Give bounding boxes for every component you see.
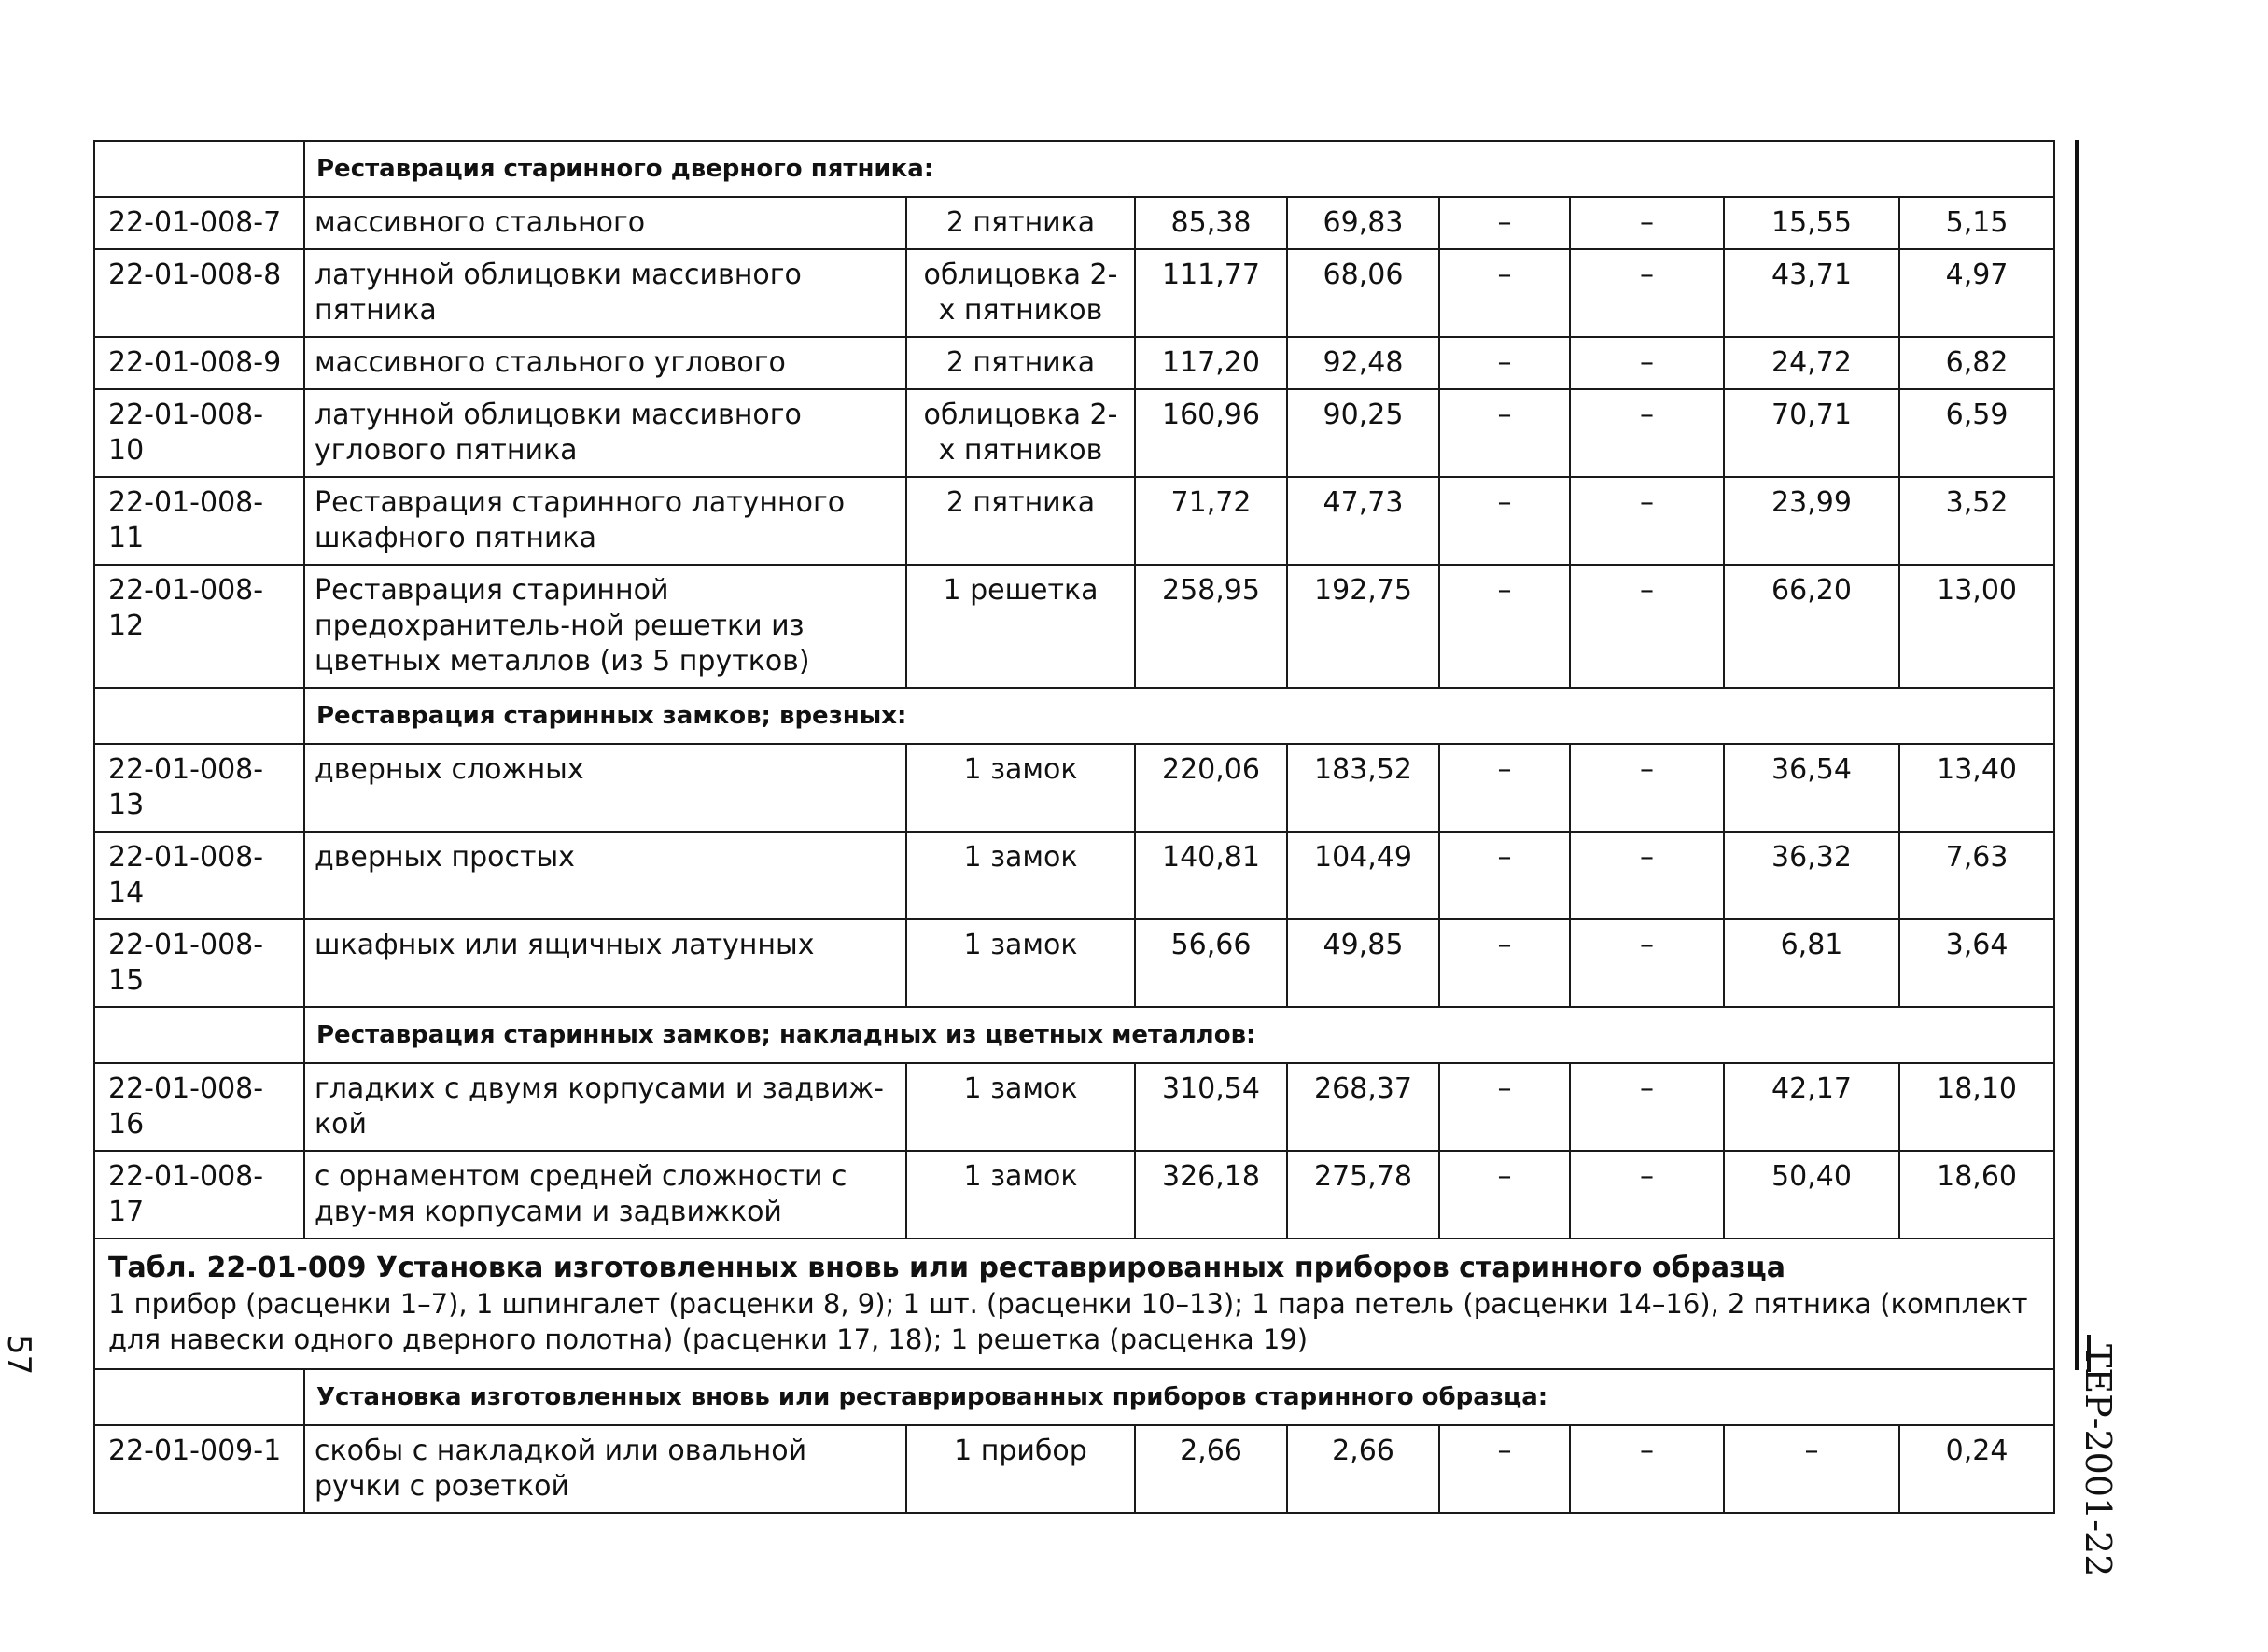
table-description: 1 прибор (расценки 1–7), 1 шпингалет (расценки 8, 9); 1 шт. (расценки 10–13); 1 пара петель (расценки 14–16), 2 пятника (комплект для навески одного дверного полотна) (расценки 17, 18); 1 решетка (расценка 19) — [108, 1288, 2028, 1355]
empty-code-cell — [94, 141, 304, 197]
table-title: Табл. 22-01-009 Установка изготовленных вновь или реставрированных приборов старинного образца — [108, 1252, 1786, 1284]
work-name: латунной облицовки массивного пятника — [304, 249, 906, 337]
wages: 69,83 — [1287, 197, 1439, 249]
wages: 192,75 — [1287, 565, 1439, 688]
table-row — [94, 197, 2054, 249]
empty-code-cell — [94, 1369, 304, 1425]
table-row — [94, 744, 2054, 832]
machine-wages: – — [1570, 337, 1724, 389]
table-body — [94, 141, 2054, 1513]
machines: – — [1439, 565, 1570, 688]
machine-wages: – — [1570, 1425, 1724, 1513]
rate-code: 22-01-008-17 — [94, 1151, 304, 1239]
machines: – — [1439, 389, 1570, 477]
table-row — [94, 1425, 2054, 1513]
labor-hours: 13,00 — [1899, 565, 2054, 688]
labor-hours: 3,52 — [1899, 477, 2054, 565]
document-code: ТЕР-2001-22 — [2078, 1344, 2119, 1577]
wages: 49,85 — [1287, 919, 1439, 1007]
machine-wages: – — [1570, 389, 1724, 477]
unit: 1 прибор — [906, 1425, 1135, 1513]
total-cost: 56,66 — [1135, 919, 1287, 1007]
machines: – — [1439, 919, 1570, 1007]
total-cost: 160,96 — [1135, 389, 1287, 477]
machine-wages: – — [1570, 832, 1724, 919]
rate-code: 22-01-008-8 — [94, 249, 304, 337]
total-cost: 117,20 — [1135, 337, 1287, 389]
total-cost: 258,95 — [1135, 565, 1287, 688]
table-caption-row — [94, 1239, 2054, 1369]
wages: 90,25 — [1287, 389, 1439, 477]
materials: 43,71 — [1724, 249, 1899, 337]
right-border-line — [2075, 140, 2079, 1370]
labor-hours: 7,63 — [1899, 832, 2054, 919]
total-cost: 310,54 — [1135, 1063, 1287, 1151]
price-table-sheet — [93, 140, 2053, 1514]
labor-hours: 6,59 — [1899, 389, 2054, 477]
wages: 183,52 — [1287, 744, 1439, 832]
unit: 2 пятника — [906, 337, 1135, 389]
machines: – — [1439, 832, 1570, 919]
wages: 47,73 — [1287, 477, 1439, 565]
materials: 50,40 — [1724, 1151, 1899, 1239]
materials: 23,99 — [1724, 477, 1899, 565]
machine-wages: – — [1570, 744, 1724, 832]
section-header-row — [94, 1369, 2054, 1425]
total-cost: 220,06 — [1135, 744, 1287, 832]
machine-wages: – — [1570, 249, 1724, 337]
unit: облицовка 2-х пятников — [906, 249, 1135, 337]
section-header: Установка изготовленных вновь или реставрированных приборов старинного образца: — [304, 1369, 2054, 1425]
work-name: скобы с накладкой или овальной ручки с розеткой — [304, 1425, 906, 1513]
unit: 1 замок — [906, 919, 1135, 1007]
unit: 1 замок — [906, 1151, 1135, 1239]
price-table — [93, 140, 2055, 1514]
table-row — [94, 249, 2054, 337]
labor-hours: 4,97 — [1899, 249, 2054, 337]
labor-hours: 18,10 — [1899, 1063, 2054, 1151]
empty-code-cell — [94, 1007, 304, 1063]
machine-wages: – — [1570, 197, 1724, 249]
section-header: Реставрация старинных замков; накладных из цветных металлов: — [304, 1007, 2054, 1063]
labor-hours: 6,82 — [1899, 337, 2054, 389]
section-header: Реставрация старинных замков; врезных: — [304, 688, 2054, 744]
work-name: массивного стального углового — [304, 337, 906, 389]
machine-wages: – — [1570, 1151, 1724, 1239]
wages: 2,66 — [1287, 1425, 1439, 1513]
labor-hours: 13,40 — [1899, 744, 2054, 832]
wages: 68,06 — [1287, 249, 1439, 337]
total-cost: 2,66 — [1135, 1425, 1287, 1513]
table-row — [94, 565, 2054, 688]
materials: – — [1724, 1425, 1899, 1513]
machines: – — [1439, 1151, 1570, 1239]
total-cost: 140,81 — [1135, 832, 1287, 919]
empty-code-cell — [94, 688, 304, 744]
materials: 66,20 — [1724, 565, 1899, 688]
rate-code: 22-01-008-10 — [94, 389, 304, 477]
table-row — [94, 1151, 2054, 1239]
machines: – — [1439, 744, 1570, 832]
machine-wages: – — [1570, 1063, 1724, 1151]
unit: облицовка 2-х пятников — [906, 389, 1135, 477]
table-row — [94, 832, 2054, 919]
work-name: Реставрация старинной предохранитель-ной решетки из цветных металлов (из 5 прутков) — [304, 565, 906, 688]
total-cost: 85,38 — [1135, 197, 1287, 249]
machines: – — [1439, 477, 1570, 565]
table-row — [94, 919, 2054, 1007]
total-cost: 71,72 — [1135, 477, 1287, 565]
machines: – — [1439, 249, 1570, 337]
unit: 1 замок — [906, 832, 1135, 919]
section-header-row — [94, 688, 2054, 744]
labor-hours: 18,60 — [1899, 1151, 2054, 1239]
table-caption — [94, 1239, 2054, 1369]
wages: 275,78 — [1287, 1151, 1439, 1239]
table-row — [94, 337, 2054, 389]
rate-code: 22-01-008-15 — [94, 919, 304, 1007]
total-cost: 111,77 — [1135, 249, 1287, 337]
machines: – — [1439, 337, 1570, 389]
unit: 1 решетка — [906, 565, 1135, 688]
labor-hours: 0,24 — [1899, 1425, 2054, 1513]
labor-hours: 5,15 — [1899, 197, 2054, 249]
unit: 1 замок — [906, 1063, 1135, 1151]
work-name: дверных сложных — [304, 744, 906, 832]
wages: 104,49 — [1287, 832, 1439, 919]
rate-code: 22-01-008-13 — [94, 744, 304, 832]
section-header-row — [94, 1007, 2054, 1063]
section-header: Реставрация старинного дверного пятника: — [304, 141, 2054, 197]
table-row — [94, 389, 2054, 477]
work-name: латунной облицовки массивного углового пятника — [304, 389, 906, 477]
section-header-row — [94, 141, 2054, 197]
rate-code: 22-01-008-11 — [94, 477, 304, 565]
materials: 24,72 — [1724, 337, 1899, 389]
machines: – — [1439, 197, 1570, 249]
machines: – — [1439, 1063, 1570, 1151]
work-name: Реставрация старинного латунного шкафного пятника — [304, 477, 906, 565]
work-name: с орнаментом средней сложности с дву-мя корпусами и задвижкой — [304, 1151, 906, 1239]
rate-code: 22-01-008-7 — [94, 197, 304, 249]
materials: 70,71 — [1724, 389, 1899, 477]
work-name: дверных простых — [304, 832, 906, 919]
machine-wages: – — [1570, 477, 1724, 565]
table-row — [94, 1063, 2054, 1151]
unit: 2 пятника — [906, 477, 1135, 565]
machines: – — [1439, 1425, 1570, 1513]
machine-wages: – — [1570, 565, 1724, 688]
rate-code: 22-01-009-1 — [94, 1425, 304, 1513]
table-row — [94, 477, 2054, 565]
rate-code: 22-01-008-12 — [94, 565, 304, 688]
materials: 6,81 — [1724, 919, 1899, 1007]
materials: 42,17 — [1724, 1063, 1899, 1151]
work-name: гладких с двумя корпусами и задвиж-кой — [304, 1063, 906, 1151]
unit: 1 замок — [906, 744, 1135, 832]
rate-code: 22-01-008-9 — [94, 337, 304, 389]
materials: 36,32 — [1724, 832, 1899, 919]
machine-wages: – — [1570, 919, 1724, 1007]
work-name: шкафных или ящичных латунных — [304, 919, 906, 1007]
work-name: массивного стального — [304, 197, 906, 249]
page-number: 57 — [0, 1335, 37, 1376]
total-cost: 326,18 — [1135, 1151, 1287, 1239]
rate-code: 22-01-008-16 — [94, 1063, 304, 1151]
rate-code: 22-01-008-14 — [94, 832, 304, 919]
materials: 15,55 — [1724, 197, 1899, 249]
materials: 36,54 — [1724, 744, 1899, 832]
wages: 268,37 — [1287, 1063, 1439, 1151]
unit: 2 пятника — [906, 197, 1135, 249]
wages: 92,48 — [1287, 337, 1439, 389]
labor-hours: 3,64 — [1899, 919, 2054, 1007]
